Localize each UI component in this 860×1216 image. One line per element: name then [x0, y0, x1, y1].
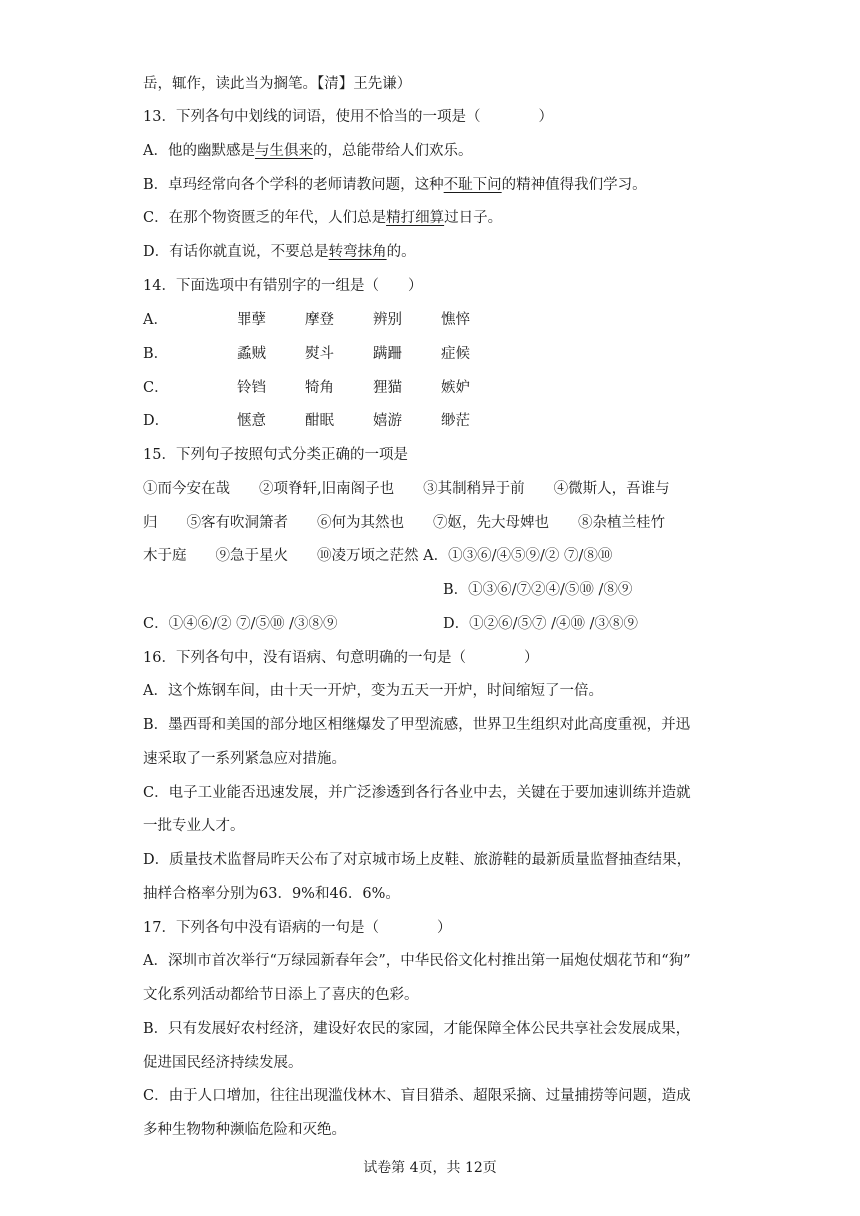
q17-option-a-line-2: 文化系列活动都给节日添上了喜庆的色彩。 — [143, 987, 419, 1003]
q15-option-d: D．①②⑥/⑤⑦ /④⑩ /③⑧⑨ — [443, 616, 638, 632]
q16-option-c-line-1: C．电子工业能否迅速发展，并广泛渗透到各行各业中去，关键在于要加速训练并造就 — [143, 785, 691, 801]
q13-option-a — [143, 140, 723, 162]
passage-end-line: 岳，辄作，读此当为搁笔。【清】王先谦） — [143, 76, 412, 92]
q13-c-pre: C．在那个物资匮乏的年代，人们总是 — [143, 210, 387, 226]
q13-a-post: 的，总能带给人们欢乐。 — [312, 143, 473, 159]
q14-c-word: 狸猫 — [373, 380, 402, 396]
q14-a-word: 憔悴 — [441, 312, 470, 328]
q14-a-word: 罪孽 — [237, 312, 266, 328]
page-footer: 试卷第 4页，共 12页 — [363, 1160, 497, 1176]
q13-c-post: 过日子。 — [444, 210, 503, 226]
q14-d-word: 嬉游 — [373, 413, 402, 429]
q16-option-d-line-2: 抽样合格率分别为63．9%和46．6%。 — [143, 886, 400, 902]
q17-option-c-line-2: 多种生物物种濒临危险和灭绝。 — [143, 1122, 346, 1138]
q17-option-b-line-1: B．只有发展好农村经济，建设好农民的家园，才能保障全体公民共享社会发展成果， — [143, 1021, 691, 1037]
q14-a-word: 辨别 — [373, 312, 402, 328]
q14-b-word: 熨斗 — [305, 346, 334, 362]
q14-option-b — [143, 343, 723, 365]
q13-b-underlined: 不耻下问 — [443, 177, 502, 193]
q13-a-pre: A．他的幽默感是 — [143, 143, 255, 159]
q14-a-label: A． — [143, 312, 168, 328]
q13-c-underlined: 精打细算 — [386, 210, 445, 226]
q14-b-word: 蹒跚 — [373, 346, 402, 362]
q13-stem: 13．下列各句中划线的词语，使用不恰当的一项是（ ） — [143, 109, 553, 125]
q17-stem: 17．下列各句中没有语病的一句是（ ） — [143, 920, 452, 936]
q13-option-b — [143, 174, 723, 196]
q14-d-word: 惬意 — [237, 413, 266, 429]
q14-c-word: 嫉妒 — [441, 380, 470, 396]
q13-b-post: 的精神值得我们学习。 — [501, 177, 647, 193]
q16-option-b-line-2: 速采取了一系列紧急应对措施。 — [143, 751, 346, 767]
q13-a-underlined: 与生俱来 — [254, 143, 313, 159]
q15-stem: 15．下列句子按照句式分类正确的一项是 — [143, 447, 408, 463]
q14-d-label: D． — [143, 413, 170, 429]
q17-option-b-line-2: 促进国民经济持续发展。 — [143, 1055, 303, 1071]
q14-d-word: 酣眠 — [305, 413, 334, 429]
q16-option-a: A．这个炼钢车间，由十天一开炉，变为五天一开炉，时间缩短了一倍。 — [143, 683, 603, 699]
q16-option-c-line-2: 一批专业人才。 — [143, 818, 245, 834]
q13-d-post: 的。 — [386, 244, 416, 260]
q15-sentences-line-1: ①而今安在哉 ②项脊轩,旧南阁子也 ③其制稍异于前 ④微斯人，吾谁与 — [143, 481, 670, 497]
q14-option-c — [143, 377, 723, 399]
q14-stem: 14．下面选项中有错别字的一组是（ ） — [143, 278, 423, 294]
q16-option-d-line-1: D．质量技术监督局昨天公布了对京城市场上皮鞋、旅游鞋的最新质量监督抽查结果， — [143, 852, 692, 868]
q15-sentences-line-3: 木于庭 ⑨急于星火 ⑩凌万顷之茫然 A．①③⑥/④⑤⑨/② ⑦/⑧⑩ — [143, 548, 613, 564]
q14-b-label: B． — [143, 346, 169, 362]
q15-option-c: C．①④⑥/② ⑦/⑤⑩ /③⑧⑨ — [143, 616, 338, 632]
q14-b-word: 症候 — [441, 346, 470, 362]
q14-a-word: 摩登 — [305, 312, 334, 328]
q14-d-word: 缈茫 — [441, 413, 470, 429]
q16-option-b-line-1: B．墨西哥和美国的部分地区相继爆发了甲型流感，世界卫生组织对此高度重视，并迅 — [143, 717, 691, 733]
q13-d-underlined: 转弯抹角 — [328, 244, 387, 260]
q14-c-word: 铃铛 — [237, 380, 266, 396]
q13-option-d — [143, 241, 723, 263]
q13-b-pre: B．卓玛经常向各个学科的老师请教问题，这种 — [143, 177, 444, 193]
q13-option-c — [143, 207, 723, 229]
q14-c-label: C． — [143, 380, 169, 396]
q13-d-pre: D．有话你就直说，不要总是 — [143, 244, 329, 260]
q14-b-word: 蟊贼 — [237, 346, 266, 362]
q15-sentences-line-2: 归 ⑤客有吹洞箫者 ⑥何为其然也 ⑦妪，先大母婢也 ⑧杂植兰桂竹 — [143, 515, 665, 531]
q15-option-b: B．①③⑥/⑦②④/⑤⑩ /⑧⑨ — [443, 582, 633, 598]
q17-option-a-line-1: A．深圳市首次举行“万绿园新春年会”，中华民俗文化村推出第一届炮仗烟花节和“狗” — [143, 953, 691, 969]
q14-option-a — [143, 309, 723, 331]
q17-option-c-line-1: C．由于人口增加，往往出现滥伐林木、盲目猎杀、超限采摘、过量捕捞等问题，造成 — [143, 1088, 691, 1104]
q14-option-d — [143, 410, 723, 432]
q16-stem: 16．下列各句中，没有语病、句意明确的一句是（ ） — [143, 650, 539, 666]
q14-c-word: 犄角 — [305, 380, 334, 396]
